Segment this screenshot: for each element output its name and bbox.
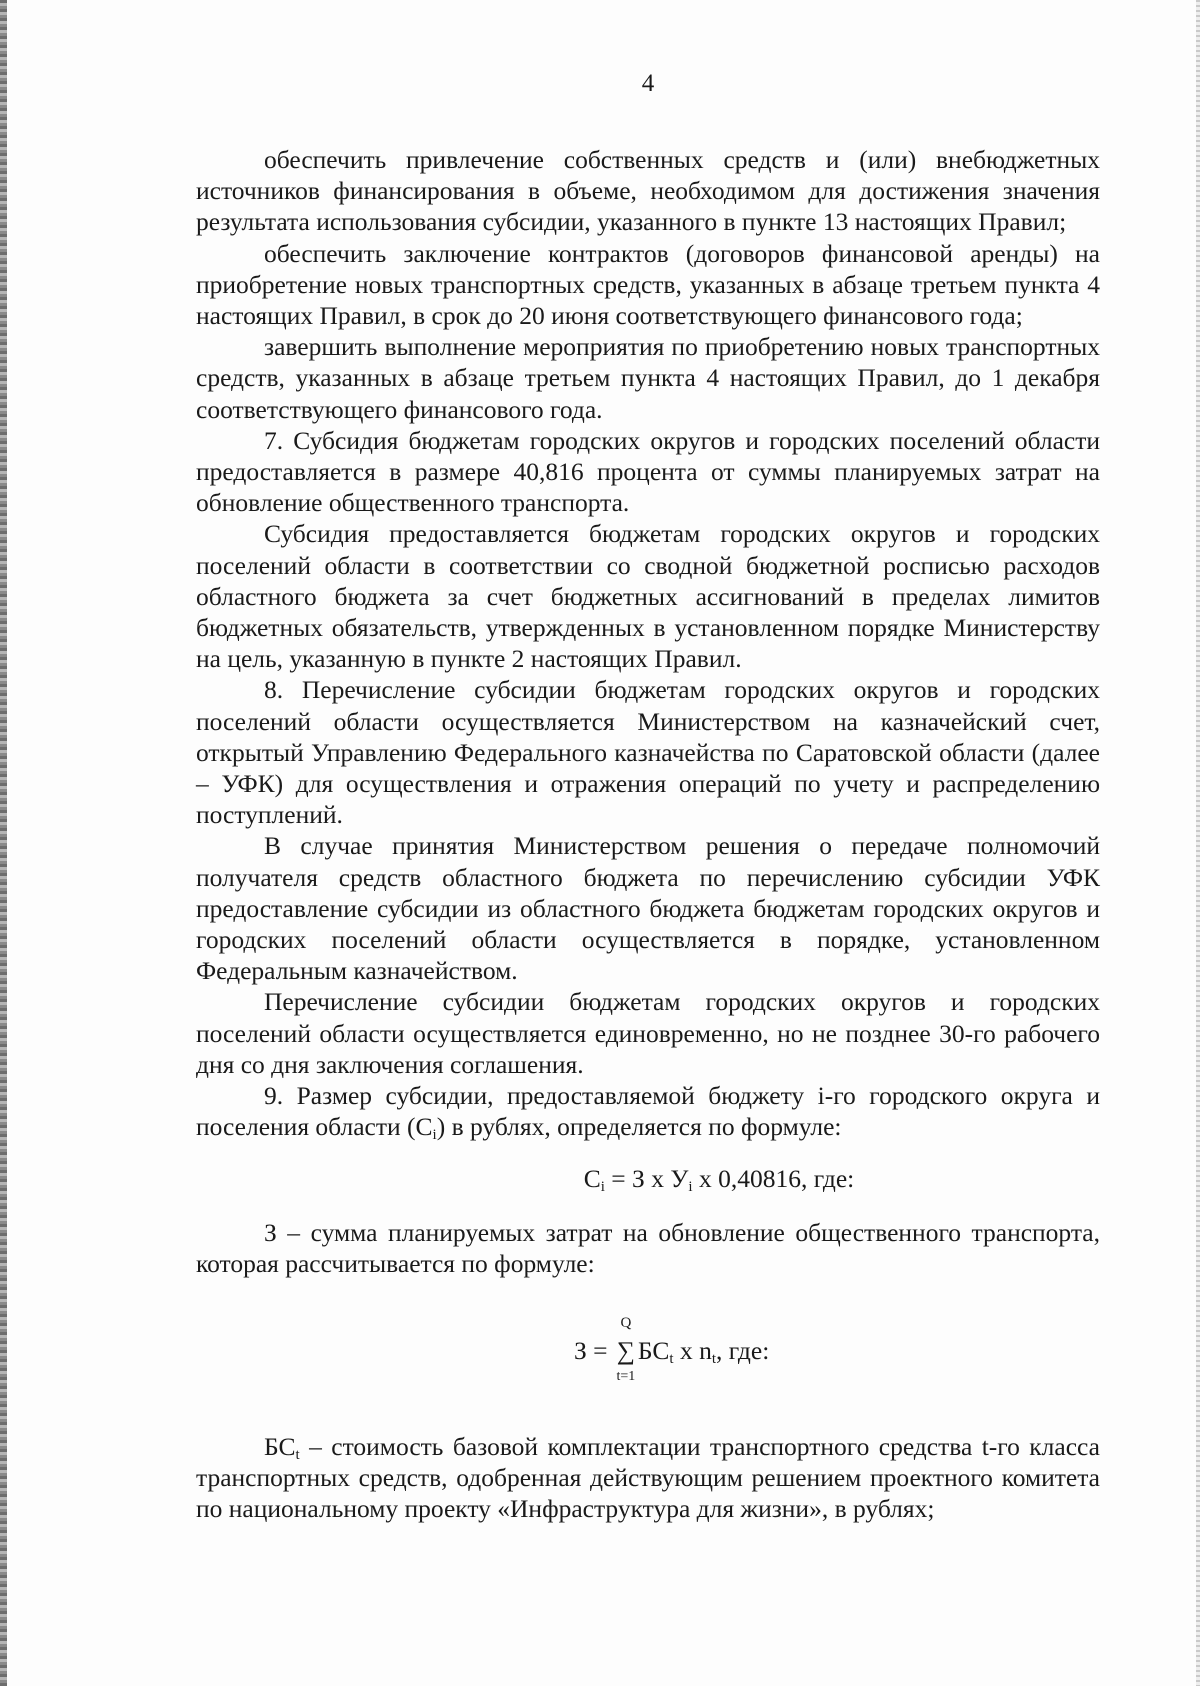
paragraph-5: Субсидия предоставляется бюджетам городских округов и городских поселений области в соответствии со сводной бюджетной росписью расходов областного бюджета за счет бюджетных ассигнований в пределах лимитов бюджетных обязательств, утвержденных в установленном порядке Министерству на цель, указанную в пункте 2 настоящих Правил. — [196, 519, 1100, 674]
paragraph-9 — [196, 1080, 1100, 1142]
paragraph-z-definition: З – сумма планируемых затрат на обновление общественного транспорта, которая рассчитывается по формуле: — [196, 1217, 1100, 1278]
formula2-n-sub: t — [711, 1350, 716, 1367]
p-bs-symbol: БС — [264, 1431, 296, 1461]
scan-edge-right — [1196, 0, 1200, 1686]
p9-text-1: 9. Размер субсидии, предоставляемой бюджету i-го городского округа и поселения области (С — [196, 1081, 1100, 1142]
paragraph-bs-definition — [196, 1431, 1100, 1525]
formula2-bs: БС — [637, 1335, 670, 1365]
page-number: 4 — [641, 70, 655, 97]
formula-sum — [196, 1279, 1100, 1431]
formula2-rest: , где: — [715, 1335, 770, 1365]
document-body — [196, 144, 1100, 1525]
p9-subscript: i — [432, 1127, 437, 1144]
paragraph-8: Перечисление субсидии бюджетам городских округов и городских поселений области осуществляется единовременно, но не позднее 30-го рабочего дня со дня заключения соглашения. — [196, 987, 1100, 1079]
p-bs-text: – стоимость базовой комплектации транспортного средства t-го класса транспортных средств, одобренная действующим решением проектного комитета по национальному проекту «Инфраструктура для жизни», в рублях; — [196, 1431, 1100, 1524]
p9-text-2: ) в рублях, определяется по формуле: — [436, 1112, 842, 1142]
p-bs-sub: t — [295, 1446, 300, 1463]
sigma-upper-limit: Q — [620, 1314, 632, 1331]
sigma-symbol — [616, 1314, 636, 1384]
formula1-c-sub: i — [600, 1178, 605, 1195]
formula1-mid: = З х У — [604, 1163, 689, 1193]
formula1-c: С — [583, 1163, 601, 1193]
paragraph-1: обеспечить привлечение собственных средств и (или) внебюджетных источников финансирования в объеме, необходимом для достижения значения результата использования субсидии, указанного в пункте 13 настоящих Правил; — [196, 145, 1100, 237]
formula1-rest: х 0,40816, где: — [692, 1163, 855, 1193]
formula2-bs-sub: t — [669, 1350, 674, 1367]
scan-edge-left — [0, 0, 7, 1686]
formula1-u-sub: i — [688, 1178, 693, 1195]
paragraph-7: В случае принятия Министерством решения о передаче полномочий получателя средств областного бюджета по перечислению субсидии УФК предоставление субсидии из областного бюджета бюджетам городских округов и городских поселений области осуществляется в порядке, установленном Федеральным казначейством. — [196, 831, 1100, 986]
formula2-mid: x n — [673, 1335, 712, 1365]
paragraph-3: завершить выполнение мероприятия по приобретению новых транспортных средств, указанных в абзаце третьем пункта 4 настоящих Правил, до 1 декабря соответствующего финансового года. — [196, 332, 1100, 424]
paragraph-6: 8. Перечисление субсидии бюджетам городских округов и городских поселений области осуществляется Министерством на казначейский счет, открытый Управлению Федерального казначейства по Саратовской области (далее – УФК) для осуществления и отражения операций по учету и распределению поступлений. — [196, 675, 1100, 830]
sigma-sign: ∑ — [616, 1335, 636, 1365]
paragraph-2: обеспечить заключение контрактов (договоров финансовой аренды) на приобретение новых транспортных средств, указанных в абзаце третьем пункта 4 настоящих Правил, в срок до 20 июня соответствующего финансового года; — [196, 238, 1100, 331]
paragraph-4: 7. Субсидия бюджетам городских округов и городских поселений области предоставляется в размере 40,816 процента от суммы планируемых затрат на обновление общественного транспорта. — [196, 425, 1100, 518]
sigma-lower-limit: t=1 — [616, 1368, 636, 1384]
formula-subsidy — [196, 1143, 1100, 1217]
formula2-lhs: З = — [574, 1335, 614, 1365]
